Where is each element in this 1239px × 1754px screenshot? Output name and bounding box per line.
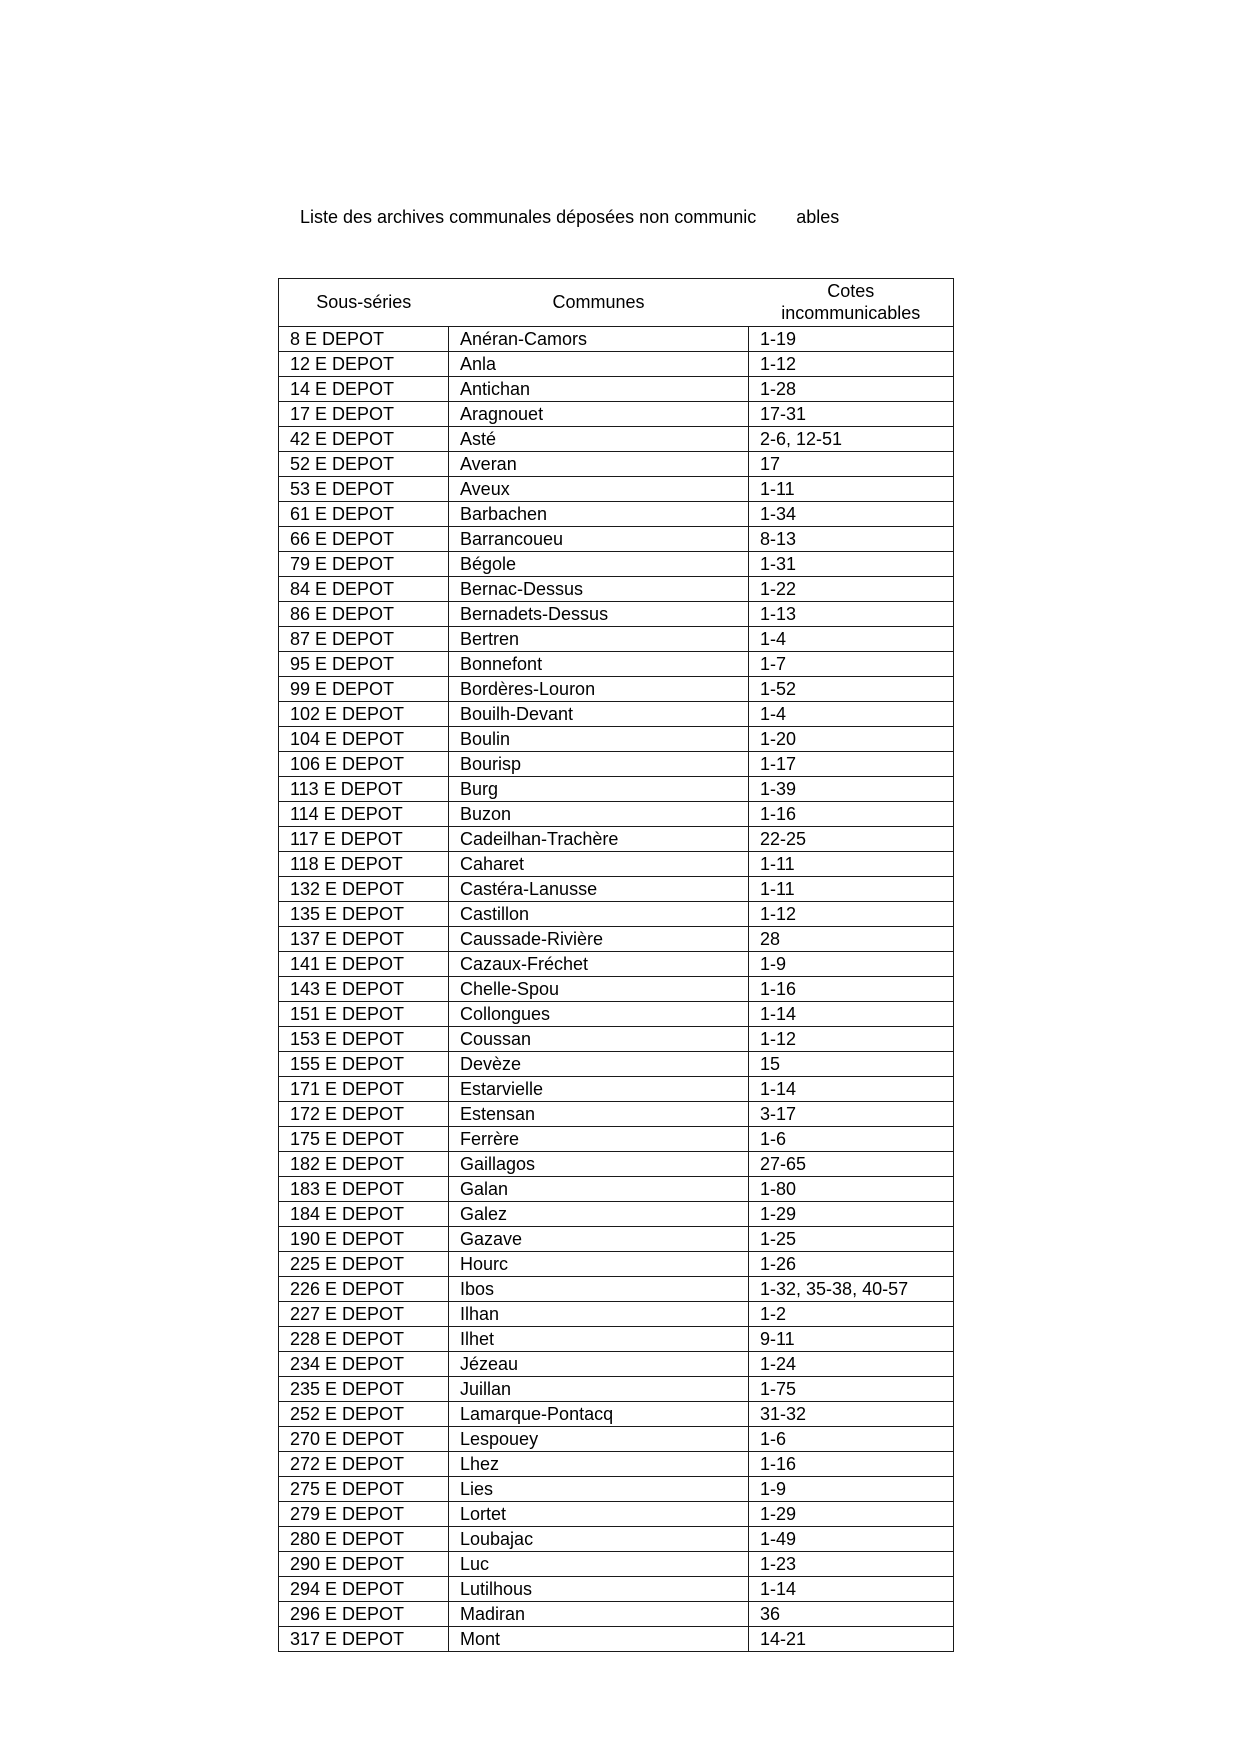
sous-serie-cell: 280 E DEPOT: [279, 1527, 449, 1552]
table-row: [279, 427, 954, 452]
sous-serie-cell: 153 E DEPOT: [279, 1027, 449, 1052]
table-row: [279, 752, 954, 777]
table-row: [279, 377, 954, 402]
cotes-cell: 1-80: [749, 1177, 954, 1202]
table-body: [279, 327, 954, 1652]
commune-cell: Castillon: [449, 902, 749, 927]
commune-cell: Luc: [449, 1552, 749, 1577]
table-row: [279, 1252, 954, 1277]
cotes-cell: 1-16: [749, 802, 954, 827]
table-row: [279, 1002, 954, 1027]
sous-serie-cell: 14 E DEPOT: [279, 377, 449, 402]
table-row: [279, 502, 954, 527]
cotes-cell: 1-17: [749, 752, 954, 777]
cotes-cell: 1-14: [749, 1002, 954, 1027]
cotes-cell: 1-6: [749, 1127, 954, 1152]
sous-serie-cell: 234 E DEPOT: [279, 1352, 449, 1377]
table-row: [279, 877, 954, 902]
cotes-cell: 22-25: [749, 827, 954, 852]
cotes-cell: 1-11: [749, 477, 954, 502]
table-row: [279, 577, 954, 602]
table-row: [279, 1027, 954, 1052]
sous-serie-cell: 95 E DEPOT: [279, 652, 449, 677]
sous-serie-cell: 290 E DEPOT: [279, 1552, 449, 1577]
commune-cell: Lortet: [449, 1502, 749, 1527]
table-row: [279, 1077, 954, 1102]
commune-cell: Barbachen: [449, 502, 749, 527]
sous-serie-cell: 104 E DEPOT: [279, 727, 449, 752]
commune-cell: Bégole: [449, 552, 749, 577]
cotes-cell: 1-31: [749, 552, 954, 577]
commune-cell: Ibos: [449, 1277, 749, 1302]
cotes-cell: 1-12: [749, 902, 954, 927]
commune-cell: Ferrère: [449, 1127, 749, 1152]
cotes-cell: 1-29: [749, 1202, 954, 1227]
commune-cell: Caharet: [449, 852, 749, 877]
commune-cell: Bourisp: [449, 752, 749, 777]
table-row: [279, 827, 954, 852]
cotes-cell: 1-25: [749, 1227, 954, 1252]
sous-serie-cell: 317 E DEPOT: [279, 1627, 449, 1652]
cotes-cell: 28: [749, 927, 954, 952]
commune-cell: Ilhet: [449, 1327, 749, 1352]
commune-cell: Bernac-Dessus: [449, 577, 749, 602]
cotes-cell: 31-32: [749, 1402, 954, 1427]
commune-cell: Aragnouet: [449, 402, 749, 427]
sous-serie-cell: 182 E DEPOT: [279, 1152, 449, 1177]
header-cotes: [749, 279, 954, 327]
cotes-cell: 17-31: [749, 402, 954, 427]
commune-cell: Lespouey: [449, 1427, 749, 1452]
sous-serie-cell: 252 E DEPOT: [279, 1402, 449, 1427]
cotes-cell: 1-13: [749, 602, 954, 627]
table-row: [279, 1577, 954, 1602]
table-row: [279, 852, 954, 877]
cotes-cell: 1-12: [749, 1027, 954, 1052]
header-cotes-line2: incommunicables: [781, 303, 921, 323]
cotes-cell: 1-6: [749, 1427, 954, 1452]
header-cotes-line1: Cotes: [827, 281, 875, 301]
table-row: [279, 1552, 954, 1577]
cotes-cell: 1-22: [749, 577, 954, 602]
cotes-cell: 15: [749, 1052, 954, 1077]
sous-serie-cell: 17 E DEPOT: [279, 402, 449, 427]
sous-serie-cell: 225 E DEPOT: [279, 1252, 449, 1277]
commune-cell: Juillan: [449, 1377, 749, 1402]
sous-serie-cell: 270 E DEPOT: [279, 1427, 449, 1452]
commune-cell: Bordères-Louron: [449, 677, 749, 702]
table-row: [279, 1202, 954, 1227]
cotes-cell: 1-75: [749, 1377, 954, 1402]
document-title: [300, 205, 839, 229]
commune-cell: Burg: [449, 777, 749, 802]
commune-cell: Chelle-Spou: [449, 977, 749, 1002]
cotes-cell: 17: [749, 452, 954, 477]
cotes-cell: 1-16: [749, 1452, 954, 1477]
sous-serie-cell: 175 E DEPOT: [279, 1127, 449, 1152]
sous-serie-cell: 235 E DEPOT: [279, 1377, 449, 1402]
sous-serie-cell: 86 E DEPOT: [279, 602, 449, 627]
table-row: [279, 902, 954, 927]
cotes-cell: 1-4: [749, 627, 954, 652]
commune-cell: Castéra-Lanusse: [449, 877, 749, 902]
sous-serie-cell: 227 E DEPOT: [279, 1302, 449, 1327]
sous-serie-cell: 296 E DEPOT: [279, 1602, 449, 1627]
document-title-main: Liste des archives communales déposées non communic: [300, 207, 757, 227]
cotes-cell: 1-52: [749, 677, 954, 702]
sous-serie-cell: 190 E DEPOT: [279, 1227, 449, 1252]
cotes-cell: 1-11: [749, 852, 954, 877]
commune-cell: Coussan: [449, 1027, 749, 1052]
cotes-cell: 14-21: [749, 1627, 954, 1652]
table-row: [279, 802, 954, 827]
commune-cell: Cazaux-Fréchet: [449, 952, 749, 977]
cotes-cell: 1-9: [749, 952, 954, 977]
table-row: [279, 1352, 954, 1377]
commune-cell: Ilhan: [449, 1302, 749, 1327]
commune-cell: Asté: [449, 427, 749, 452]
sous-serie-cell: 135 E DEPOT: [279, 902, 449, 927]
table-row: [279, 1102, 954, 1127]
sous-serie-cell: 99 E DEPOT: [279, 677, 449, 702]
table-row: [279, 1477, 954, 1502]
sous-serie-cell: 53 E DEPOT: [279, 477, 449, 502]
sous-serie-cell: 228 E DEPOT: [279, 1327, 449, 1352]
table-row: [279, 1177, 954, 1202]
cotes-cell: 1-24: [749, 1352, 954, 1377]
commune-cell: Estensan: [449, 1102, 749, 1127]
commune-cell: Buzon: [449, 802, 749, 827]
table-row: [279, 1052, 954, 1077]
sous-serie-cell: 143 E DEPOT: [279, 977, 449, 1002]
commune-cell: Bonnefont: [449, 652, 749, 677]
table-row: [279, 1527, 954, 1552]
table-row: [279, 1402, 954, 1427]
cotes-cell: 2-6, 12-51: [749, 427, 954, 452]
cotes-cell: 9-11: [749, 1327, 954, 1352]
cotes-cell: 1-14: [749, 1577, 954, 1602]
sous-serie-cell: 275 E DEPOT: [279, 1477, 449, 1502]
commune-cell: Galan: [449, 1177, 749, 1202]
table-header: [279, 279, 954, 327]
sous-serie-cell: 113 E DEPOT: [279, 777, 449, 802]
commune-cell: Lhez: [449, 1452, 749, 1477]
cotes-cell: 1-23: [749, 1552, 954, 1577]
table-row: [279, 1152, 954, 1177]
cotes-cell: 1-26: [749, 1252, 954, 1277]
table-row: [279, 402, 954, 427]
commune-cell: Estarvielle: [449, 1077, 749, 1102]
cotes-cell: 1-4: [749, 702, 954, 727]
commune-cell: Hourc: [449, 1252, 749, 1277]
table-row: [279, 702, 954, 727]
sous-serie-cell: 171 E DEPOT: [279, 1077, 449, 1102]
cotes-cell: 27-65: [749, 1152, 954, 1177]
table-row: [279, 1452, 954, 1477]
table-header-row: [279, 279, 954, 327]
sous-serie-cell: 226 E DEPOT: [279, 1277, 449, 1302]
table-row: [279, 352, 954, 377]
sous-serie-cell: 61 E DEPOT: [279, 502, 449, 527]
commune-cell: Devèze: [449, 1052, 749, 1077]
commune-cell: Antichan: [449, 377, 749, 402]
commune-cell: Lutilhous: [449, 1577, 749, 1602]
commune-cell: Collongues: [449, 1002, 749, 1027]
cotes-cell: 8-13: [749, 527, 954, 552]
commune-cell: Cadeilhan-Trachère: [449, 827, 749, 852]
sous-serie-cell: 79 E DEPOT: [279, 552, 449, 577]
cotes-cell: 1-20: [749, 727, 954, 752]
sous-serie-cell: 84 E DEPOT: [279, 577, 449, 602]
commune-cell: Anla: [449, 352, 749, 377]
sous-serie-cell: 279 E DEPOT: [279, 1502, 449, 1527]
cotes-cell: 1-16: [749, 977, 954, 1002]
table-row: [279, 627, 954, 652]
header-sous-series: Sous-séries: [279, 279, 449, 327]
archives-table: [278, 278, 954, 1652]
sous-serie-cell: 102 E DEPOT: [279, 702, 449, 727]
commune-cell: Galez: [449, 1202, 749, 1227]
sous-serie-cell: 172 E DEPOT: [279, 1102, 449, 1127]
sous-serie-cell: 8 E DEPOT: [279, 327, 449, 352]
table-row: [279, 1627, 954, 1652]
commune-cell: Aveux: [449, 477, 749, 502]
table-row: [279, 1127, 954, 1152]
sous-serie-cell: 132 E DEPOT: [279, 877, 449, 902]
sous-serie-cell: 272 E DEPOT: [279, 1452, 449, 1477]
table-row: [279, 1227, 954, 1252]
table-row: [279, 677, 954, 702]
header-communes: Communes: [449, 279, 749, 327]
sous-serie-cell: 52 E DEPOT: [279, 452, 449, 477]
table-row: [279, 927, 954, 952]
sous-serie-cell: 183 E DEPOT: [279, 1177, 449, 1202]
cotes-cell: 1-2: [749, 1302, 954, 1327]
cotes-cell: 1-11: [749, 877, 954, 902]
cotes-cell: 1-32, 35-38, 40-57: [749, 1277, 954, 1302]
commune-cell: Bertren: [449, 627, 749, 652]
table-row: [279, 452, 954, 477]
document-title-suffix: ables: [796, 207, 840, 227]
table-row: [279, 477, 954, 502]
commune-cell: Averan: [449, 452, 749, 477]
table-row: [279, 1502, 954, 1527]
sous-serie-cell: 141 E DEPOT: [279, 952, 449, 977]
cotes-cell: 1-9: [749, 1477, 954, 1502]
commune-cell: Loubajac: [449, 1527, 749, 1552]
sous-serie-cell: 184 E DEPOT: [279, 1202, 449, 1227]
table-row: [279, 952, 954, 977]
table-row: [279, 552, 954, 577]
commune-cell: Mont: [449, 1627, 749, 1652]
commune-cell: Jézeau: [449, 1352, 749, 1377]
table-row: [279, 602, 954, 627]
sous-serie-cell: 117 E DEPOT: [279, 827, 449, 852]
sous-serie-cell: 42 E DEPOT: [279, 427, 449, 452]
table-row: [279, 777, 954, 802]
cotes-cell: 1-12: [749, 352, 954, 377]
cotes-cell: 1-19: [749, 327, 954, 352]
commune-cell: Madiran: [449, 1602, 749, 1627]
table-row: [279, 1277, 954, 1302]
cotes-cell: 1-14: [749, 1077, 954, 1102]
commune-cell: Bernadets-Dessus: [449, 602, 749, 627]
commune-cell: Lamarque-Pontacq: [449, 1402, 749, 1427]
table-row: [279, 652, 954, 677]
sous-serie-cell: 294 E DEPOT: [279, 1577, 449, 1602]
sous-serie-cell: 151 E DEPOT: [279, 1002, 449, 1027]
cotes-cell: 1-28: [749, 377, 954, 402]
table-row: [279, 727, 954, 752]
commune-cell: Barrancoueu: [449, 527, 749, 552]
cotes-cell: 1-7: [749, 652, 954, 677]
commune-cell: Anéran-Camors: [449, 327, 749, 352]
table-row: [279, 1377, 954, 1402]
table-row: [279, 1302, 954, 1327]
cotes-cell: 36: [749, 1602, 954, 1627]
commune-cell: Caussade-Rivière: [449, 927, 749, 952]
sous-serie-cell: 155 E DEPOT: [279, 1052, 449, 1077]
cotes-cell: 1-34: [749, 502, 954, 527]
sous-serie-cell: 106 E DEPOT: [279, 752, 449, 777]
table-row: [279, 527, 954, 552]
sous-serie-cell: 66 E DEPOT: [279, 527, 449, 552]
cotes-cell: 1-39: [749, 777, 954, 802]
table-row: [279, 977, 954, 1002]
commune-cell: Bouilh-Devant: [449, 702, 749, 727]
sous-serie-cell: 12 E DEPOT: [279, 352, 449, 377]
sous-serie-cell: 87 E DEPOT: [279, 627, 449, 652]
cotes-cell: 1-29: [749, 1502, 954, 1527]
table-row: [279, 1427, 954, 1452]
commune-cell: Boulin: [449, 727, 749, 752]
commune-cell: Gazave: [449, 1227, 749, 1252]
cotes-cell: 3-17: [749, 1102, 954, 1127]
table-row: [279, 327, 954, 352]
table-row: [279, 1327, 954, 1352]
sous-serie-cell: 114 E DEPOT: [279, 802, 449, 827]
commune-cell: Gaillagos: [449, 1152, 749, 1177]
cotes-cell: 1-49: [749, 1527, 954, 1552]
table-row: [279, 1602, 954, 1627]
sous-serie-cell: 118 E DEPOT: [279, 852, 449, 877]
sous-serie-cell: 137 E DEPOT: [279, 927, 449, 952]
commune-cell: Lies: [449, 1477, 749, 1502]
